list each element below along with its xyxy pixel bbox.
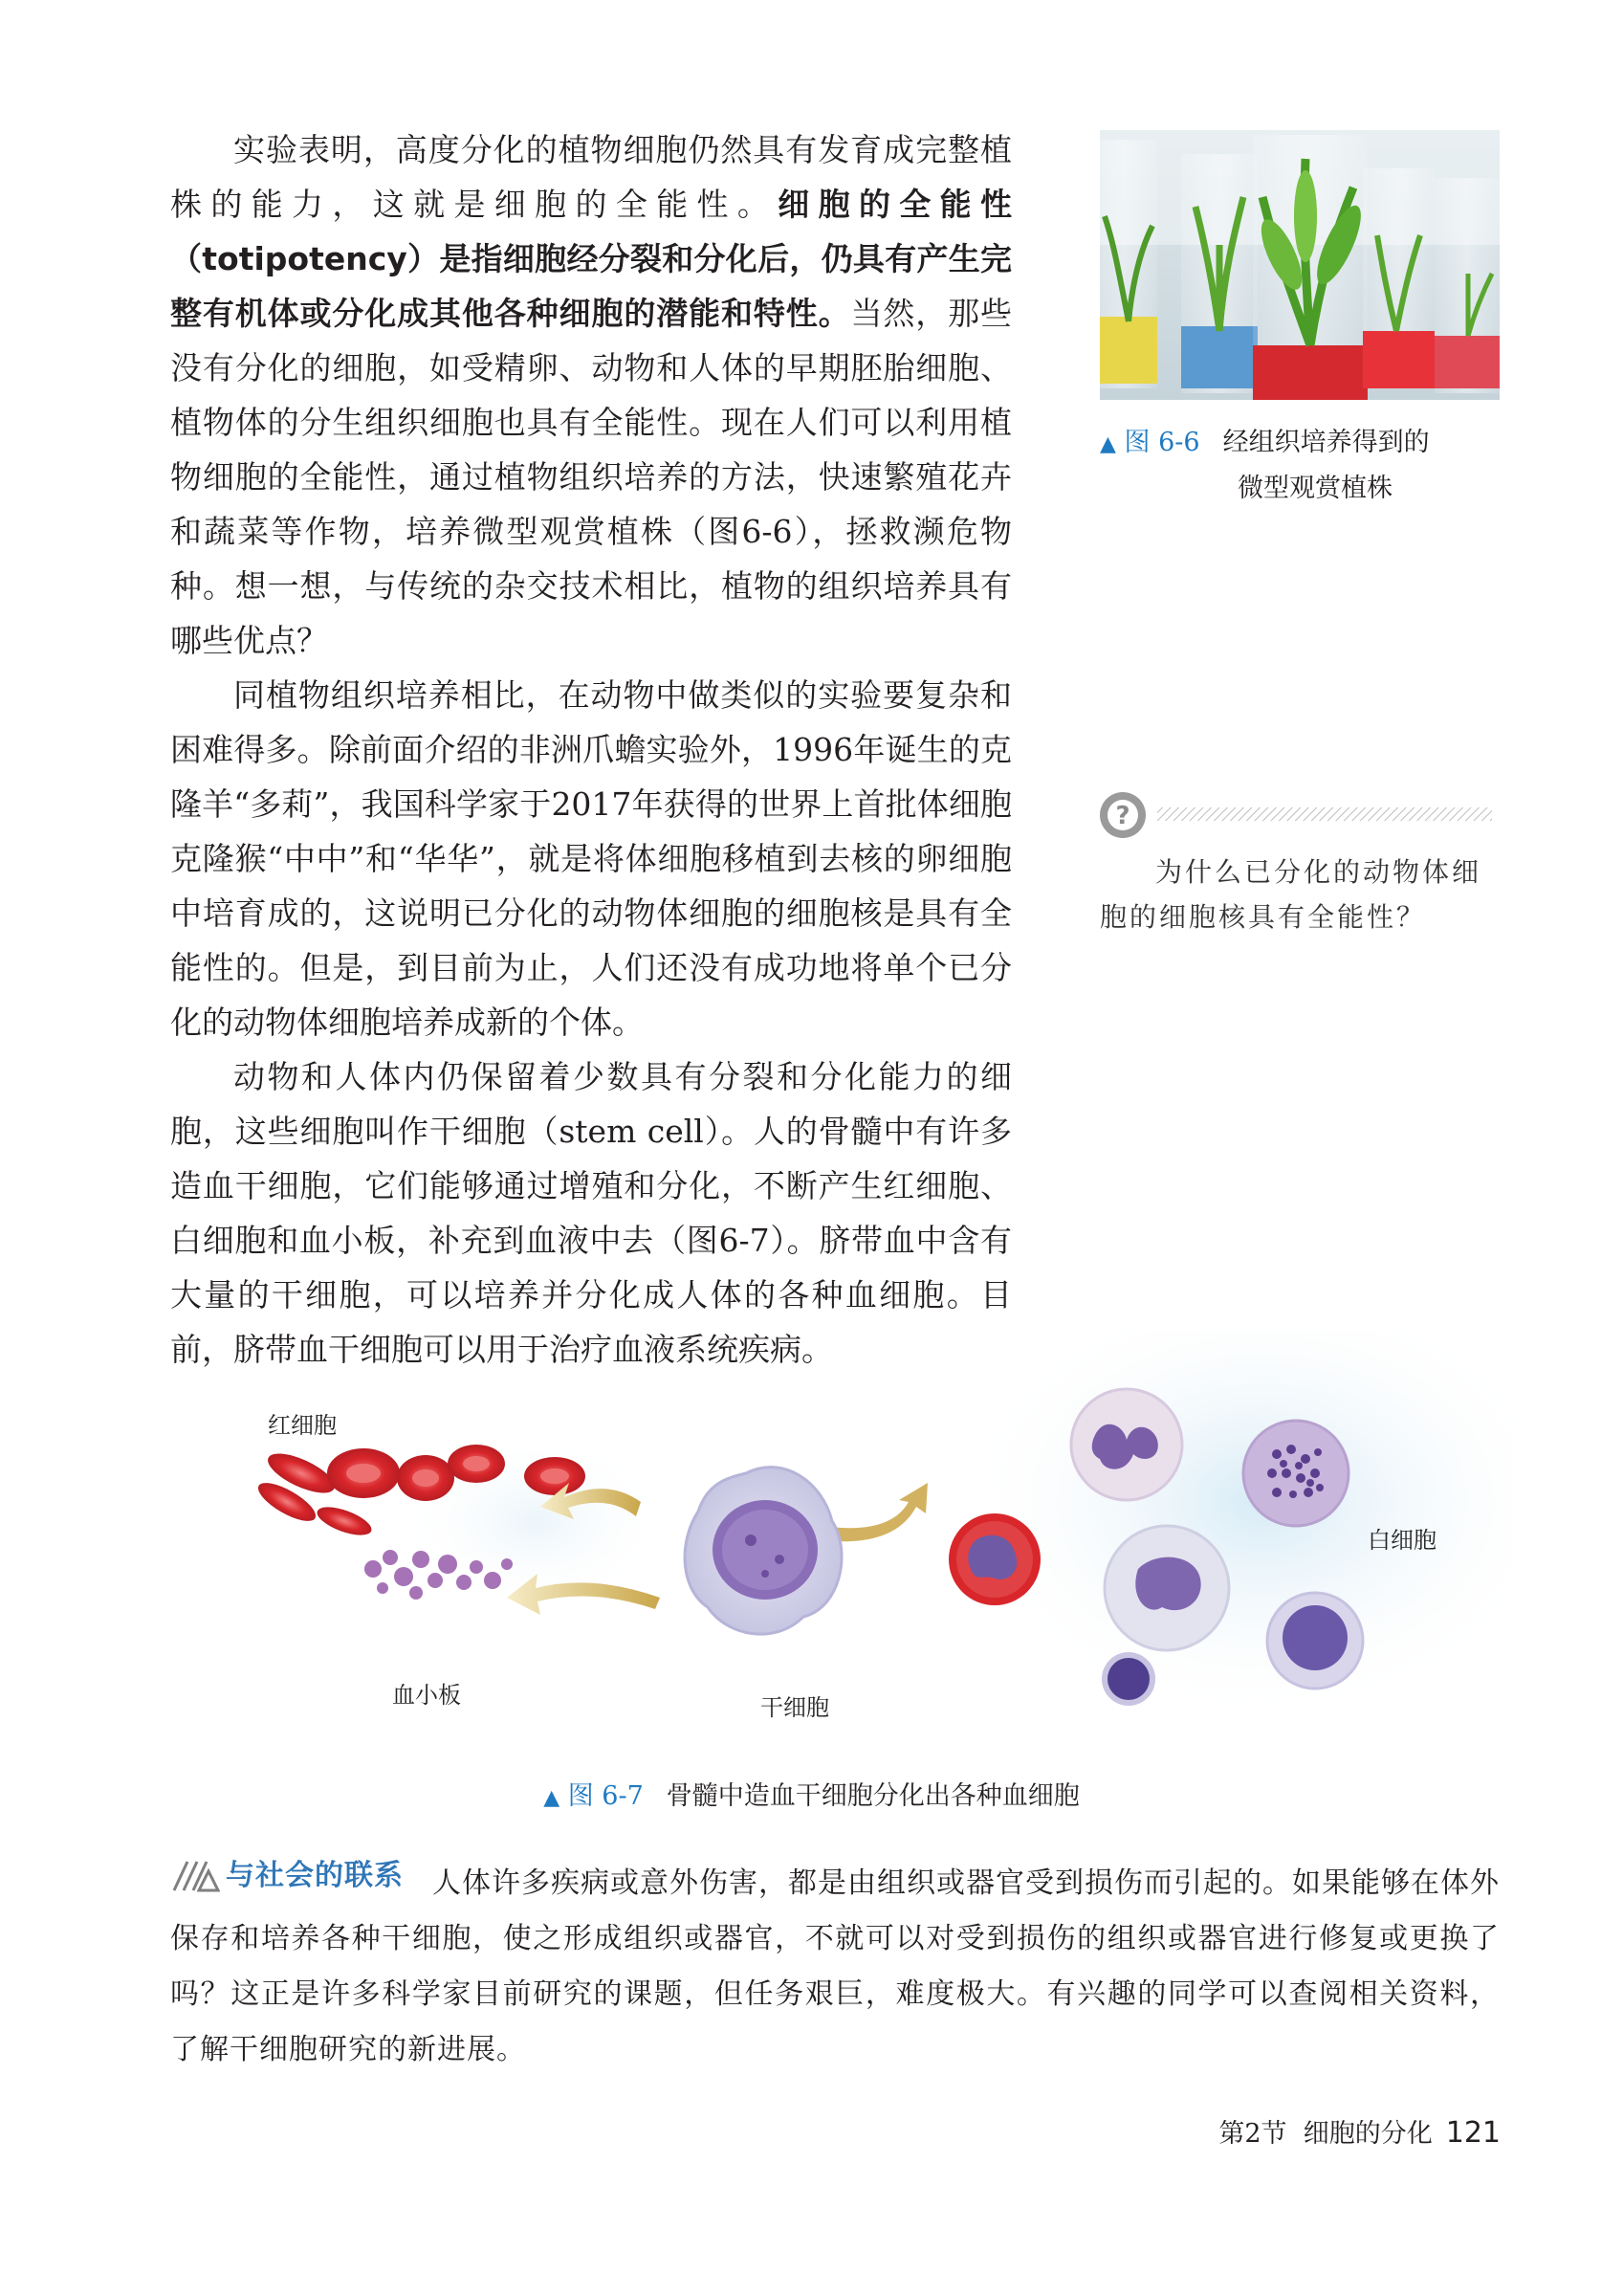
footer-title: 细胞的分化 — [1303, 2119, 1433, 2149]
label-stem-cell: 干细胞 — [760, 1694, 829, 1721]
page-number: 121 — [1445, 2116, 1501, 2150]
stem-cell — [685, 1468, 842, 1634]
social-connection-section — [170, 1848, 1500, 2078]
triangle-icon: ▲ — [1100, 432, 1116, 456]
paragraph-stem-cells: 动物和人体内仍保留着少数具有分裂和分化能力的细胞，这些细胞叫作干细胞（stem cell）。人的骨髓中有许多造血干细胞，它们能够通过增殖和分化，不断产生红细胞、白细胞和血小板，补充到血液中去（图6-7）。脐带血中含有大量的干细胞，可以培养并分化成人体的各种血细胞。目前，脐带血干细胞可以用于治疗血液系统疾病。 — [170, 1058, 1012, 1368]
social-connection-title: 与社会的联系 — [226, 1859, 404, 1892]
page-footer — [1218, 2112, 1501, 2150]
paragraph-animal-cloning: 同植物组织培养相比，在动物中做类似的实验要复杂和困难得多。除前面介绍的非洲爪蟾实验外，1996年诞生的克隆羊“多莉”，我国科学家于2017年获得的世界上首批体细胞克隆猴“中中”和“华华”，就是将体细胞移植到去核的卵细胞中培育成的，这说明已分化的动物体细胞的细胞核是具有全能性的。但是，到目前为止，人们还没有成功地将单个已分化的动物体细胞培养成新的个体。 — [170, 676, 1012, 1041]
label-white-blood-cell: 白细胞 — [1368, 1527, 1437, 1554]
triangle-icon: ▲ — [543, 1786, 560, 1810]
social-connection-heading — [170, 1848, 404, 1904]
slash-lines-icon — [170, 1860, 220, 1892]
figure-6-7-caption — [0, 1775, 1623, 1812]
question-icon — [1098, 790, 1494, 840]
sidebar-question-text: 为什么已分化的动物体细胞的细胞核具有全能性？ — [1100, 856, 1482, 933]
main-text — [170, 122, 1012, 1377]
p1-rest: 当然，那些没有分化的细胞，如受精卵、动物和人体的早期胚胎细胞、植物体的分生组织细胞也具有全能性。现在人们可以利用植物细胞的全能性，通过植物组织培养的方法，快速繁殖花卉和蔬菜等作物，培养微型观赏植株（图6-6），拯救濒危物种。想一想，与传统的杂交技术相比，植物的组织培养具有哪些优点？ — [170, 295, 1013, 659]
figure-number: 图 6-7 — [567, 1781, 644, 1811]
blood-cell-differentiation-figure — [230, 1330, 1511, 1760]
caption-line2: 微型观赏植株 — [1238, 474, 1393, 503]
p1-intro: 实验表明，高度分化的植物细胞仍然具有发育成完整植株的能力，这就是细胞的全能性。 — [170, 131, 1012, 223]
social-connection-text: 人体许多疾病或意外伤害，都是由组织或器官受到损伤而引起的。如果能够在体外保存和培养各种干细胞，使之形成组织或器官，不就可以对受到损伤的组织或器官进行修复或更换了吗？这正是许多科学家目前研究的课题，但任务艰巨，难度极大。有兴趣的同学可以查阅相关资料，了解干细胞研究的新进展。 — [170, 1866, 1500, 2066]
caption-text: 骨髓中造血干细胞分化出各种血细胞 — [666, 1781, 1080, 1811]
totipotency-definition: 细胞的全能性（totipotency）是指细胞经分裂和分化后，仍具有产生完整有机体或分化成其他各种细胞的潜能和特性。 — [170, 186, 1013, 332]
figure-6-6-caption — [1100, 421, 1502, 511]
label-platelet: 血小板 — [392, 1682, 461, 1709]
paragraph-totipotency — [170, 122, 1012, 668]
caption-line1: 经组织培养得到的 — [1222, 428, 1430, 457]
figure-number: 图 6-6 — [1124, 428, 1200, 457]
svg-text:?: ? — [1115, 802, 1130, 830]
footer-section: 第2节 — [1218, 2119, 1287, 2149]
plant-tissue-culture-photo — [1100, 130, 1500, 400]
label-red-blood-cell: 红细胞 — [268, 1412, 337, 1439]
